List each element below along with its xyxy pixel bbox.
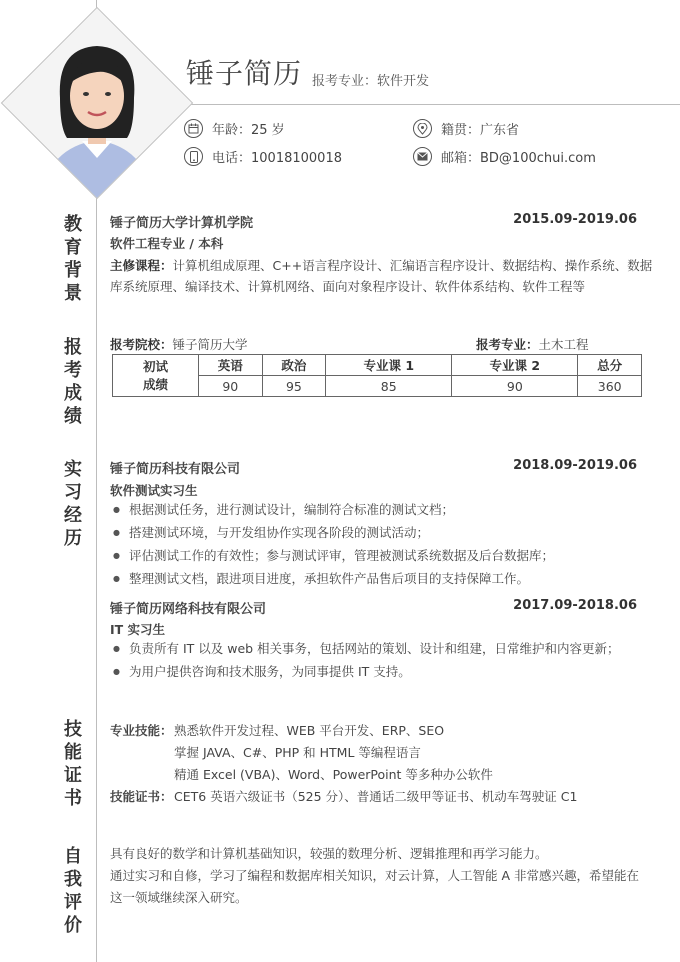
score-header: 专业课 2: [452, 355, 578, 376]
section-title-scores: 报 考 成 绩: [64, 337, 82, 427]
score-value: 360: [578, 376, 642, 397]
email-text: 邮箱：BD@100chui.com: [441, 151, 596, 166]
skills-pro-label: 专业技能：: [110, 723, 173, 738]
list-item: ● 搭建测试环境，与开发组协作实现各阶段的测试活动；: [110, 521, 554, 544]
resume-name: 锤子简历: [186, 57, 303, 90]
evaluation-line2: 通过实习和自修，学习了编程和数据库相关知识，对云计算，人工智能 A 非常感兴趣，希望能在: [110, 868, 639, 883]
score-header: 政治: [262, 355, 326, 376]
score-major: 报考专业：土木工程: [476, 337, 589, 352]
list-item: ● 评估测试工作的有效性；参与测试评审，管理被测试系统数据及后台数据库；: [110, 544, 554, 567]
phone-info: [184, 147, 342, 166]
score-table: [112, 354, 642, 397]
location-icon: [413, 119, 432, 138]
intern-duties-2: [110, 637, 620, 683]
email-info: [413, 147, 596, 166]
intern-period-2: 2017.09-2018.06: [513, 598, 637, 613]
education-courses-line2: 库系统原理、编译技术、计算机网络、面向对象程序设计、软件体系结构、软件工程等: [110, 279, 586, 294]
section-title-education: 教 育 背 景: [64, 214, 82, 304]
score-value: 95: [262, 376, 326, 397]
score-school: 报考院校：锤子简历大学: [110, 337, 248, 352]
evaluation-line3: 这一领域继续深入研究。: [110, 890, 248, 905]
list-item: ● 负责所有 IT 以及 web 相关事务，包括网站的策划、设计和组建，日常维护和内容更新；: [110, 637, 620, 660]
section-title-skills: 技 能 证 书: [64, 719, 82, 809]
education-courses-line1: 主修课程：计算机组成原理、C++语言程序设计、汇编语言程序设计、数据结构、操作系统、数据: [110, 258, 653, 273]
education-school: 锤子简历大学计算机学院: [110, 216, 254, 231]
intern-company-2: 锤子简历网络科技有限公司: [110, 602, 267, 617]
skills-pro-line: 精通 Excel (VBA)、Word、PowerPoint 等多种办公软件: [174, 767, 493, 782]
score-header: 总分: [578, 355, 642, 376]
skills-pro-line: 掌握 JAVA、C#、PHP 和 HTML 等编程语言: [174, 745, 421, 760]
score-value: 85: [326, 376, 452, 397]
intern-duties-1: [110, 498, 554, 590]
education-period: 2015.09-2019.06: [513, 212, 637, 227]
applied-major: 报考专业：软件开发: [312, 74, 430, 89]
education-major: 软件工程专业 / 本科: [110, 236, 224, 251]
age-info: [184, 119, 285, 138]
skills-cert-label: 技能证书：: [110, 789, 173, 804]
section-title-evaluation: 自 我 评 价: [64, 846, 82, 936]
intern-role-2: IT 实习生: [110, 622, 166, 637]
avatar: [2, 8, 192, 198]
score-value: 90: [199, 376, 263, 397]
list-item: ● 为用户提供咨询和技术服务，为同事提供 IT 支持。: [110, 660, 620, 683]
hometown-text: 籍贯：广东省: [441, 123, 520, 138]
section-title-internship: 实 习 经 历: [64, 459, 82, 549]
age-text: 年龄：25 岁: [212, 123, 285, 138]
avatar-frame: [1, 7, 193, 199]
score-value: 90: [452, 376, 578, 397]
intern-role-1: 软件测试实习生: [110, 483, 198, 498]
calendar-icon: [184, 119, 203, 138]
intern-company-1: 锤子简历科技有限公司: [110, 462, 241, 477]
evaluation-line1: 具有良好的数学和计算机基础知识，较强的数理分析、逻辑推理和再学习能力。: [110, 846, 548, 861]
hometown-info: [413, 119, 519, 138]
intern-period-1: 2018.09-2019.06: [513, 458, 637, 473]
mail-icon: [413, 147, 432, 166]
list-item: ● 整理测试文档，跟进项目进度，承担软件产品售后项目的支持保障工作。: [110, 567, 554, 590]
phone-text: 电话：10018100018: [212, 151, 342, 166]
score-header: 专业课 1: [326, 355, 452, 376]
phone-icon: [184, 147, 203, 166]
skills-cert: CET6 英语六级证书（525 分）、普通话二级甲等证书、机动车驾驶证 C1: [174, 789, 578, 804]
list-item: ● 根据测试任务，进行测试设计，编制符合标准的测试文档；: [110, 498, 554, 521]
score-header: 英语: [199, 355, 263, 376]
skills-pro-line: 熟悉软件开发过程、WEB 平台开发、ERP、SEO: [174, 723, 445, 738]
score-row-label: 初试 成绩: [113, 355, 199, 397]
